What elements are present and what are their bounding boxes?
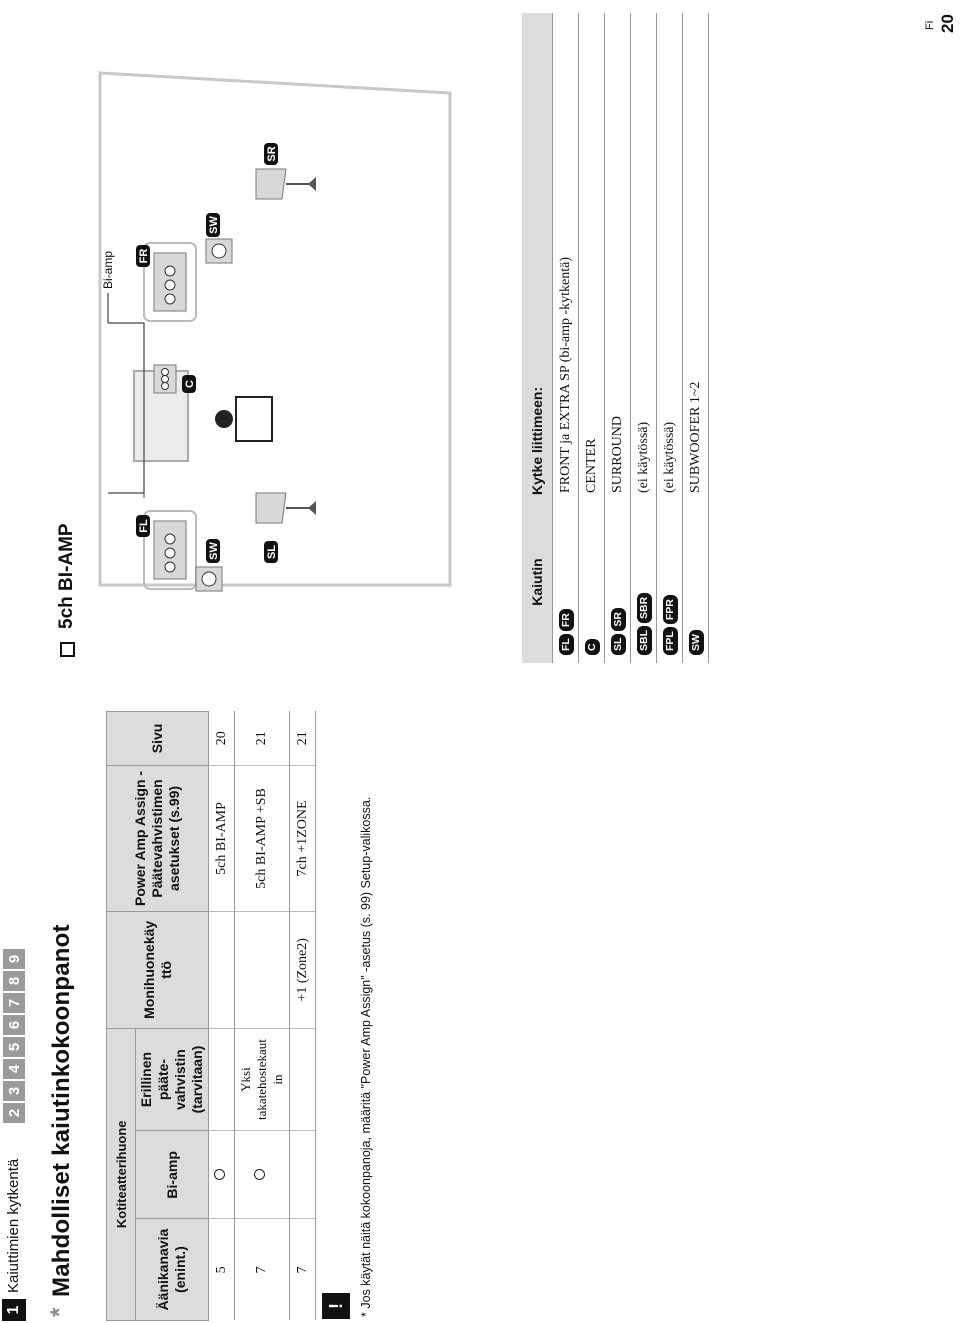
label-fl: FL	[138, 519, 150, 533]
group-header: Kotiteatterihuone	[107, 1028, 136, 1320]
cell-multiroom	[235, 912, 290, 1029]
step-3-link[interactable]: 3	[3, 1081, 25, 1101]
cell-badges	[605, 501, 631, 663]
col-power-amp-assign: Power Amp Assign - Päätevahvistimen asetukset (s.99)	[107, 765, 209, 911]
cell-badges	[683, 501, 709, 663]
section-title: Kaiuttimien kytkentä	[5, 1158, 22, 1293]
note-text: * Jos käytät näitä kokoonpanoja, määritä "Power Amp Assign" -asetus (s. 99) Setup-valikossa.	[359, 796, 373, 1317]
cell-channels: 7	[290, 1219, 316, 1321]
badge-fpr: FPR	[663, 595, 678, 624]
listener-icon	[215, 397, 272, 441]
table-row	[235, 712, 290, 1321]
table-row	[579, 13, 605, 663]
badge-sr: SR	[611, 608, 626, 631]
col-channels: Äänikanavia (enint.)	[136, 1219, 209, 1321]
col-speaker: Kaiutin	[522, 501, 553, 663]
badge-sbl: SBL	[637, 626, 652, 655]
checkbox-icon	[60, 642, 75, 657]
cell-badges	[579, 501, 605, 663]
cell-page: 20	[209, 712, 235, 766]
table-row	[657, 13, 683, 663]
cell-connect: (ei käytössä)	[631, 13, 657, 501]
label-sw-right: SW	[208, 216, 220, 234]
cell-biamp	[290, 1131, 316, 1219]
step-5-link[interactable]: 5	[3, 1037, 25, 1057]
cell-connect: (ei käytössä)	[657, 13, 683, 501]
speaker-fl	[144, 511, 196, 589]
step-9-link[interactable]: 9	[3, 949, 25, 969]
cell-connect: SUBWOOFER 1~2	[683, 13, 709, 501]
table-row	[631, 13, 657, 663]
cell-connect: CENTER	[579, 13, 605, 501]
badge-sw: SW	[689, 630, 704, 655]
page-number: 20	[938, 14, 957, 33]
speaker-layout-diagram	[96, 63, 476, 593]
col-biamp: Bi-amp	[136, 1131, 209, 1219]
subwoofer-right	[206, 239, 232, 263]
asterisk-mark: *	[46, 1307, 73, 1317]
step-navigation	[3, 949, 25, 1123]
step-8-link[interactable]: 8	[3, 971, 25, 991]
cell-separate-amp	[290, 1028, 316, 1131]
step-4-link[interactable]: 4	[3, 1059, 25, 1079]
speaker-sr	[256, 169, 316, 199]
label-fr: FR	[138, 248, 150, 264]
cell-biamp	[209, 1131, 235, 1219]
cell-badges	[657, 501, 683, 663]
biamp-label: Bi-amp	[101, 250, 115, 289]
cell-biamp	[235, 1131, 290, 1219]
table-row	[209, 712, 235, 1321]
speaker-center	[154, 365, 176, 393]
circle-icon	[254, 1169, 265, 1180]
cell-channels: 5	[209, 1219, 235, 1321]
col-separate-amp: Erillinen pääte-vahvistin (tarvitaan)	[136, 1028, 209, 1131]
badge-sl: SL	[611, 634, 626, 655]
speaker-fr	[144, 243, 196, 321]
cell-page: 21	[235, 712, 290, 766]
label-c: C	[184, 380, 196, 388]
cell-connect: FRONT ja EXTRA SP (bi-amp -kytkentä)	[553, 13, 579, 501]
cell-connect: SURROUND	[605, 13, 631, 501]
cell-channels: 7	[235, 1219, 290, 1321]
table-row	[290, 712, 316, 1321]
badge-sbr: SBR	[637, 593, 652, 623]
badge-fpl: FPL	[663, 627, 678, 655]
cell-badges	[631, 501, 657, 663]
section-number: 1	[2, 1299, 26, 1321]
label-sr: SR	[266, 146, 278, 162]
cell-assign: 5ch BI-AMP +SB	[235, 765, 290, 911]
badge-c: C	[585, 639, 600, 655]
table-row	[683, 13, 709, 663]
label-sw-left: SW	[208, 542, 220, 560]
col-multiroom: Monihuonekäy ttö	[107, 912, 209, 1029]
speaker-sl	[256, 493, 316, 523]
cell-multiroom: +1 (Zone2)	[290, 912, 316, 1029]
cell-separate-amp	[209, 1028, 235, 1131]
cell-badges	[553, 501, 579, 663]
step-2-link[interactable]: 2	[3, 1103, 25, 1123]
page-title: Mahdolliset kaiutinkokoonpanot	[48, 924, 75, 1297]
table-row	[553, 13, 579, 663]
cell-page: 21	[290, 712, 316, 766]
cell-separate-amp: Yksi takatehostekaut in	[235, 1028, 290, 1131]
subwoofer-left	[196, 567, 222, 591]
circle-icon	[214, 1169, 225, 1180]
cell-assign: 7ch +1ZONE	[290, 765, 316, 911]
label-sl: SL	[266, 544, 278, 560]
col-page: Sivu	[107, 712, 209, 766]
speaker-table	[522, 13, 709, 663]
step-7-link[interactable]: 7	[3, 993, 25, 1013]
biamp-section-title: 5ch BI-AMP	[56, 523, 77, 629]
table-row	[605, 13, 631, 663]
cell-assign: 5ch BI-AMP	[209, 765, 235, 911]
config-table	[106, 711, 316, 1321]
step-6-link[interactable]: 6	[3, 1015, 25, 1035]
col-connect: Kytke liittimeen:	[522, 13, 553, 501]
cell-multiroom	[209, 912, 235, 1029]
badge-fl: FL	[559, 634, 574, 655]
note-warning-icon: !	[322, 1293, 350, 1319]
language-code: Fi	[924, 20, 936, 30]
badge-fr: FR	[559, 609, 574, 631]
